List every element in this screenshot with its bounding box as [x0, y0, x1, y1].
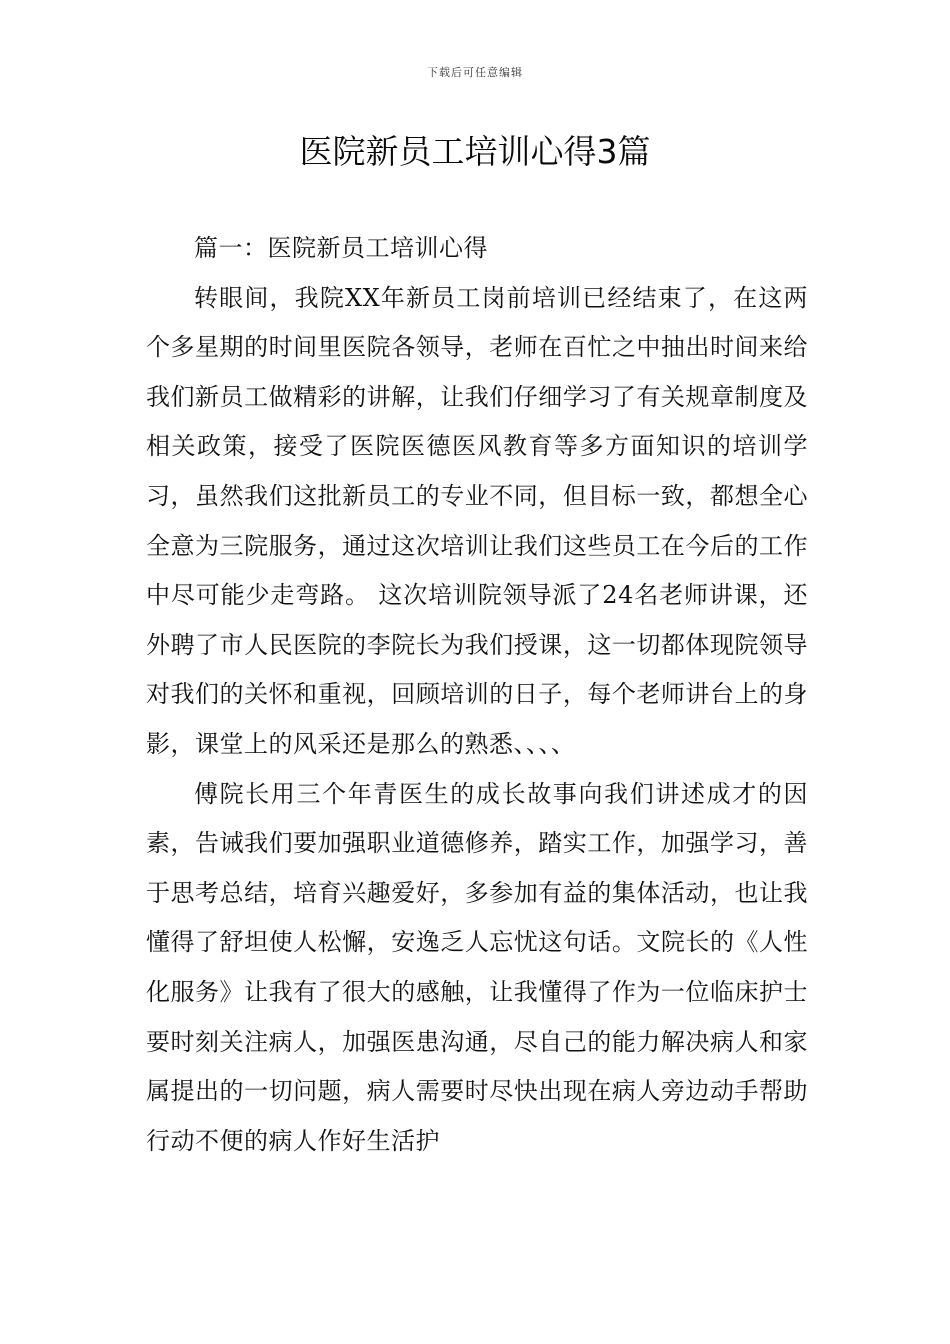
header-note: 下载后可任意编辑 [427, 66, 523, 79]
document-body [146, 224, 808, 1166]
paragraph-2: 傅院长用三个年青医生的成长故事向我们讲述成才的因素，告诫我们要加强职业道德修养，踏实工作，加强学习，善于思考总结，培育兴趣爱好，多参加有益的集体活动，也让我懂得了舒坦使人松懈，安逸乏人忘忧这句话。文院长的《人性化服务》让我有了很大的感触，让我懂得了作为一位临床护士要时刻关注病人，加强医患沟通，尽自己的能力解决病人和家属提出的一切问题，病人需要时尽快出现在病人旁边动手帮助行动不便的病人作好生活护 [146, 779, 808, 1155]
section-heading: 篇一：医院新员工培训心得 [194, 234, 488, 262]
document-title: 医院新员工培训心得3篇 [299, 132, 651, 171]
paragraph-1: 转眼间，我院XX年新员工岗前培训已经结束了，在这两个多星期的时间里医院各领导，老师在百忙之中抽出时间来给我们新员工做精彩的讲解，让我们仔细学习了有关规章制度及相关政策，接受了医院医德医风教育等多方面知识的培训学习，虽然我们这批新员工的专业不同，但目标一致，都想全心全意为三院服务，通过这次培训让我们这些员工在今后的工作中尽可能少走弯路。 这次培训院领导派了24名老师讲课，还外聘了市人民医院的李院长为我们授课，这一切都体现院领导对我们的关怀和重视，回顾培训的日子，每个老师讲台上的身影，课堂上的风采还是那么的熟悉、、、、 [146, 283, 808, 758]
